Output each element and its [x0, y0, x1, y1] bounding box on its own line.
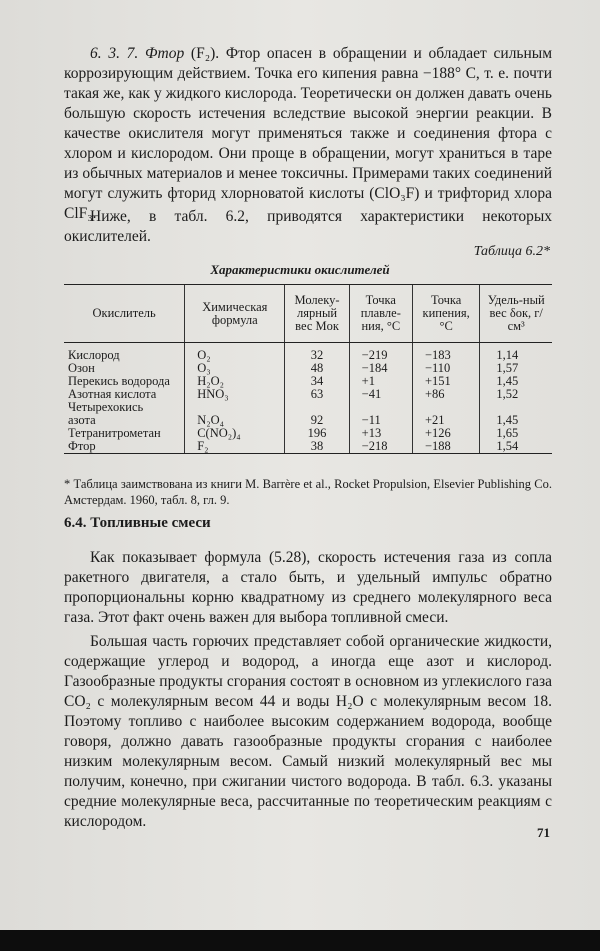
- table-cell: 1,45: [496, 413, 519, 427]
- table-cell: 196: [307, 426, 327, 440]
- scan-bottom-edge: [0, 930, 600, 951]
- table-cell: 32: [310, 348, 324, 362]
- page-number: 71: [537, 825, 550, 840]
- table-cell: 38: [310, 439, 324, 453]
- table-cell: +1: [361, 374, 375, 388]
- paragraph-fluorine: [64, 44, 552, 224]
- table-cell: 48: [310, 361, 324, 375]
- table-cell: N₂O₄: [197, 413, 224, 427]
- table-cell: O₃: [197, 361, 211, 375]
- table-cell: −218: [361, 439, 388, 453]
- table-cell: −110: [424, 361, 451, 375]
- table-cell: +86: [424, 387, 445, 401]
- column-densities: [480, 343, 552, 454]
- table-cell: O₂: [197, 348, 211, 362]
- table-cell: +21: [424, 413, 445, 427]
- header-formula: Химическая формула: [185, 285, 285, 343]
- paragraph-table-intro: Ниже, в табл. 6.2, приводятся характеристики некоторых окислителей.: [64, 208, 552, 245]
- paragraph-fuels: Большая часть горючих представляет собой органические жидкости, содержащие углерод и водород, а иногда еще азот и кислород. Газообразные продукты сгорания состоят в основном из углекислого газа CO₂ с молекулярным весом 44 и воды H₂O с молекулярным весом 18. Поэтому топливо с наиболее высоким содержанием водорода, вообще говоря, должно давать газообразные продукты сгорания с наиболее низким молекулярным весом. Самый низкий молекулярный вес мы получим, конечно, при сжигании чистого водорода. В табл. 6.3. указаны средние молекулярные веса, рассчитанные по теоретическим реакциям с кислородом.: [64, 633, 552, 830]
- table-cell: Азотная кислота: [68, 387, 157, 401]
- table-cell: −183: [424, 348, 451, 362]
- table-cell: −219: [361, 348, 388, 362]
- table-cell: 63: [310, 387, 324, 401]
- header-oxidizer: Окислитель: [64, 285, 185, 343]
- table-cell: +126: [424, 426, 451, 440]
- table-cell: −188: [424, 439, 451, 453]
- header-density: Удель-ный вес δок, г/см³: [480, 285, 552, 343]
- table-cell: +13: [361, 426, 382, 440]
- table-cell: C(NO₂)₄: [197, 426, 241, 440]
- column-oxidizer-names: [64, 343, 185, 454]
- header-molecular-weight: Молеку-лярный вес Mок: [285, 285, 349, 343]
- column-molecular-weights: [285, 343, 349, 454]
- table-cell: Перекись водорода: [68, 374, 170, 388]
- table-cell: +151: [424, 374, 451, 388]
- table-label: Таблица 6.2*: [473, 244, 550, 259]
- table-cell: Тетранитрометан: [68, 426, 161, 440]
- table-cell: Кислород: [68, 348, 120, 362]
- section-heading: 6.4. Топливные смеси: [64, 515, 211, 531]
- table-cell: H₂O₂: [197, 374, 224, 388]
- column-boiling-points: [412, 343, 479, 454]
- table-cell: −184: [361, 361, 388, 375]
- table-cell: −41: [361, 387, 382, 401]
- paragraph-fluorine-text: Фтор опасен в обращении и обладает сильным коррозирующим действием. Точка его кипения равна −188° С, т. е. почти такая же, как у жидкого кислорода. Теоретически он должен давать очень большую скорость истечения вследствие высокой энергии реакции. В качестве окислителя могут применяться также и соединения фтора с хлором и кислородом. Они проще в обращении, могут храниться в таре из обычных материалов и менее токсичны. Примерами таких соединений могут служить фторид хлорноватой кислоты (ClO₃F) и трифторид хлора ClF₃.: [64, 45, 553, 222]
- table-cell: −11: [361, 413, 381, 427]
- subsection-formula: (F₂).: [190, 45, 220, 62]
- column-formulas: [185, 343, 285, 454]
- table-cell: HNO₃: [197, 387, 229, 401]
- table-cell: 92: [310, 413, 324, 427]
- paragraph-exhaust-velocity: Как показывает формула (5.28), скорость истечения газа из сопла ракетного двигателя, а стало быть, и удельный импульс обратно пропорциональны корню квадратному из среднего молекулярного веса газа. Этот факт очень важен для выбора топливной смеси.: [64, 549, 552, 626]
- table-cell: 1,14: [496, 348, 519, 362]
- table-cell: 1,57: [496, 361, 519, 375]
- header-melting-point: Точка плавле-ния, °С: [349, 285, 412, 343]
- table-body-row: [64, 343, 552, 454]
- subsection-number: 6. 3. 7.: [90, 45, 139, 62]
- table-cell: 1,54: [496, 439, 519, 453]
- column-melting-points: [349, 343, 412, 454]
- table-cell: Четырехокись азота: [68, 400, 144, 427]
- table-footnote: * Таблица заимствована из книги M. Barrère et al., Rocket Propulsion, Elsevier Publishing Co. Амстердам. 1960, табл. 8, гл. 9.: [64, 477, 552, 507]
- table-cell: Фтор: [68, 439, 96, 453]
- table-cell: Озон: [68, 361, 95, 375]
- table-cell: F₂: [197, 439, 209, 453]
- subsection-name: Фтор: [145, 45, 185, 62]
- table-header-row: [64, 285, 552, 343]
- header-boiling-point: Точка кипения, °С: [412, 285, 479, 343]
- table-cell: 1,65: [496, 426, 519, 440]
- table-cell: 1,52: [496, 387, 519, 401]
- table-title: Характеристики окислителей: [210, 262, 390, 277]
- table-cell: 1,45: [496, 374, 519, 388]
- table-cell: 34: [310, 374, 324, 388]
- oxidizers-table: [64, 284, 552, 454]
